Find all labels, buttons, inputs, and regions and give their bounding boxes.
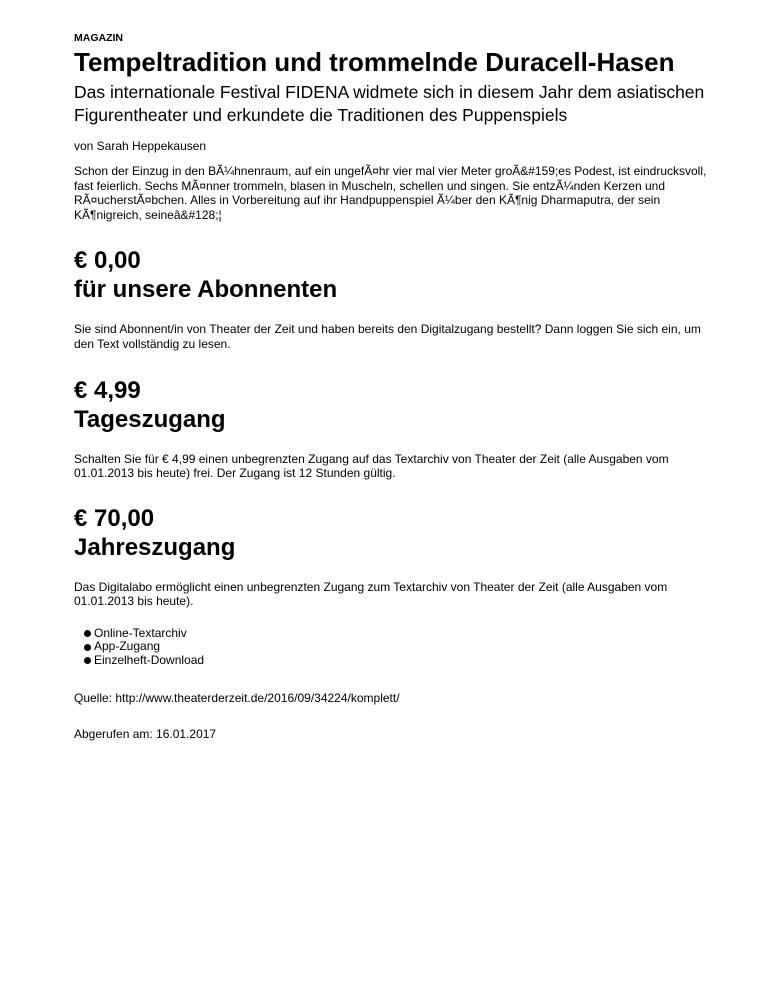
offer-label: Jahreszugang [74,533,236,561]
offer-price: € 0,00 [74,247,141,275]
offer-price: € 70,00 [74,504,155,532]
source-line: Quelle: http://www.theaterderzeit.de/2016/09/34224/komplett/ [74,691,400,706]
section-kicker: MAGAZIN [74,32,123,44]
document-page [74,32,714,741]
list-item [84,627,714,641]
article-subtitle: Das internationale Festival FIDENA widmete sich in diesem Jahr dem asiatischen Figurentheater und erkundete die Traditionen des Puppenspiels [74,82,705,125]
retrieved-date: Abgerufen am: 16.01.2017 [74,727,217,742]
offer-label: Tageszugang [74,405,226,433]
offer-subscribers [74,246,714,351]
bullet-icon [84,630,91,637]
feature-label: App-Zugang [94,639,161,654]
feature-list [84,627,714,668]
offer-description: Schalten Sie für € 4,99 einen unbegrenzten Zugang auf das Textarchiv von Theater der Zeit (alle Ausgaben vom 01.01.2013 bis heute) frei. Der Zugang ist 12 Stunden gültig. [74,451,669,481]
offer-description: Das Digitalabo ermöglicht einen unbegrenzten Zugang zum Textarchiv von Theater der Zeit (alle Ausgaben vom 01.01.2013 bis heute). [74,579,668,609]
offer-label: für unsere Abonnenten [74,276,338,304]
list-item [84,654,714,668]
offer-day-pass [74,376,714,481]
article-author: von Sarah Heppekausen [74,139,207,153]
list-item [84,640,714,654]
article-teaser: Schon der Einzug in den BÃ¼hnenraum, auf ein ungefÃ¤hr vier mal vier Meter groÃ&#159;es Podest, ist eindrucksvoll, fast feierlich. Sechs MÃ¤nner trommeln, blasen in Muscheln, schellen und singen. Sie entzÃ¼nden Kerzen und RÃ¤ucherstÃ¤bchen. Alles in Vorbereitung auf ihr Handpuppenspiel Ã¼ber den KÃ¶nig Dharmaputra, der sein KÃ¶nigreich, seineâ&#128;¦ [74,164,707,222]
article-title: Tempeltradition und trommelnde Duracell-Hasen [74,47,675,77]
offer-description: Sie sind Abonnent/in von Theater der Zeit und haben bereits den Digitalzugang bestellt? Dann loggen Sie sich ein, um den Text vollständig zu lesen. [74,322,701,351]
feature-label: Einzelheft-Download [94,652,205,667]
offer-price: € 4,99 [74,376,141,404]
bullet-icon [84,644,91,651]
feature-label: Online-Textarchiv [94,625,187,640]
bullet-icon [84,657,91,664]
offer-annual-pass [74,504,714,668]
